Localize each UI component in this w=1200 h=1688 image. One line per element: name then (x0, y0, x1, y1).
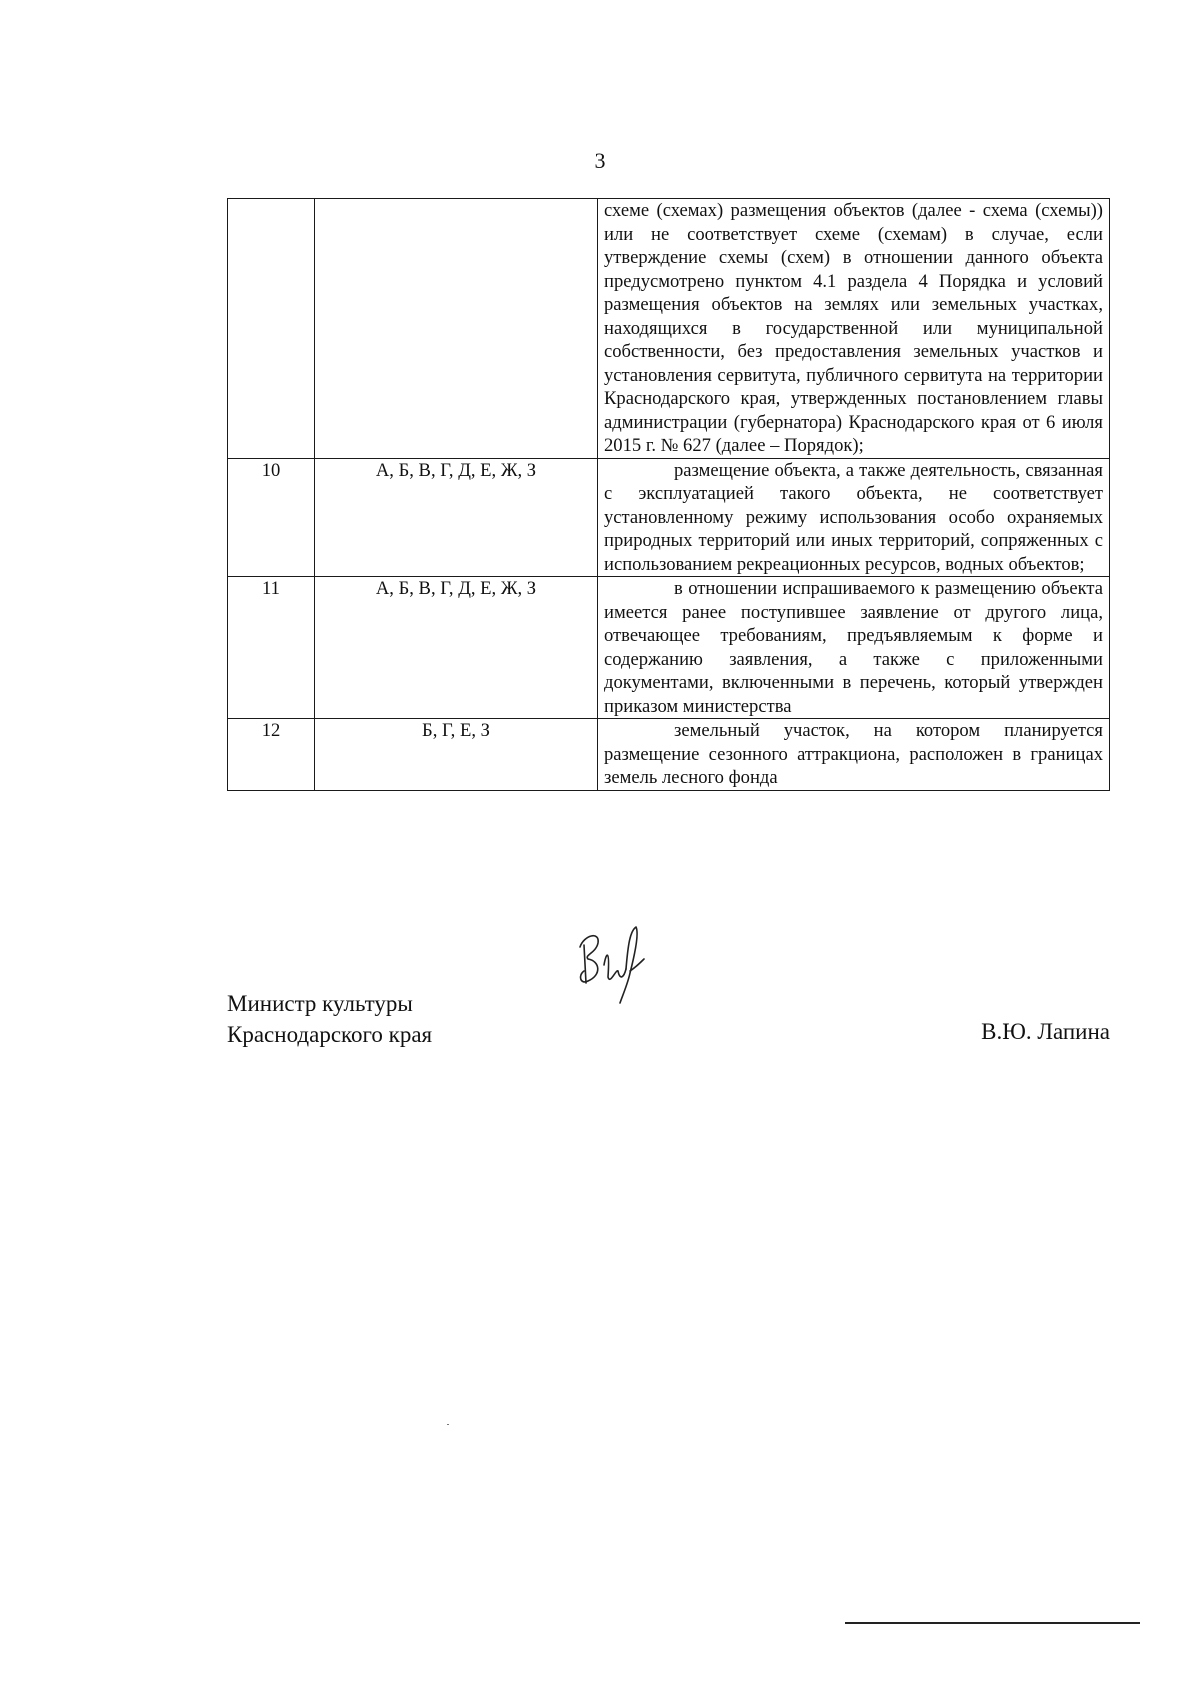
position-line-2: Краснодарского края (227, 1022, 433, 1047)
table-row (228, 719, 1110, 791)
ground-text-cell: в отношении испрашиваемого к размещению объекта имеется ранее поступившее заявление от другого лица, отвечающее требованиям, предъявляемым к форме и содержанию заявления, а также с приложенными документами, включенными в перечень, который утвержден приказом министерства (598, 577, 1110, 719)
page-number: 3 (594, 148, 606, 173)
position-line-1: Министр культуры (227, 991, 413, 1016)
table-row (228, 577, 1110, 719)
ground-text-cell: земельный участок, на котором планируется размещение сезонного аттракциона, расположен в границах земель лесного фонда (598, 719, 1110, 791)
row-number-cell: 11 (228, 577, 315, 719)
applicable-letters-cell: А, Б, В, Г, Д, Е, Ж, З (315, 458, 598, 577)
ground-text-cell: размещение объекта, а также деятельность, связанная с эксплуатацией такого объекта, не соответствует установленному режиму использования особо охраняемых природных территорий или иных территорий, сопряженных с использованием рекреационных ресурсов, водных объектов; (598, 458, 1110, 577)
grounds-table (227, 198, 1110, 791)
applicable-letters-cell: Б, Г, Е, З (315, 719, 598, 791)
table-body (228, 199, 1110, 791)
handwritten-signature (570, 925, 680, 1005)
footer-rule (845, 1622, 1140, 1624)
row-number-cell (228, 199, 315, 459)
row-number-cell: 10 (228, 458, 315, 577)
ground-text-cell: схеме (схемах) размещения объектов (далее - схема (схемы)) или не соответствует схеме (схемам) в случае, если утверждение схемы (схем) в отношении данного объекта предусмотрено пунктом 4.1 раздела 4 Порядка и условий размещения объектов на землях или земельных участках, находящихся в государственной или муниципальной собственности, без предоставления земельных участков и установления сервитута, публичного сервитута на территории Краснодарского края, утвержденных постановлением главы администрации (губернатора) Краснодарского края от 6 июля 2015 г. № 627 (далее – Порядок); (598, 199, 1110, 459)
signer-name: В.Ю. Лапина (981, 1019, 1110, 1044)
applicable-letters-cell (315, 199, 598, 459)
applicable-letters-cell: А, Б, В, Г, Д, Е, Ж, З (315, 577, 598, 719)
table-row (228, 199, 1110, 459)
signatory-position (227, 988, 432, 1050)
scan-speck (447, 1424, 449, 1425)
table-row (228, 458, 1110, 577)
row-number-cell: 12 (228, 719, 315, 791)
